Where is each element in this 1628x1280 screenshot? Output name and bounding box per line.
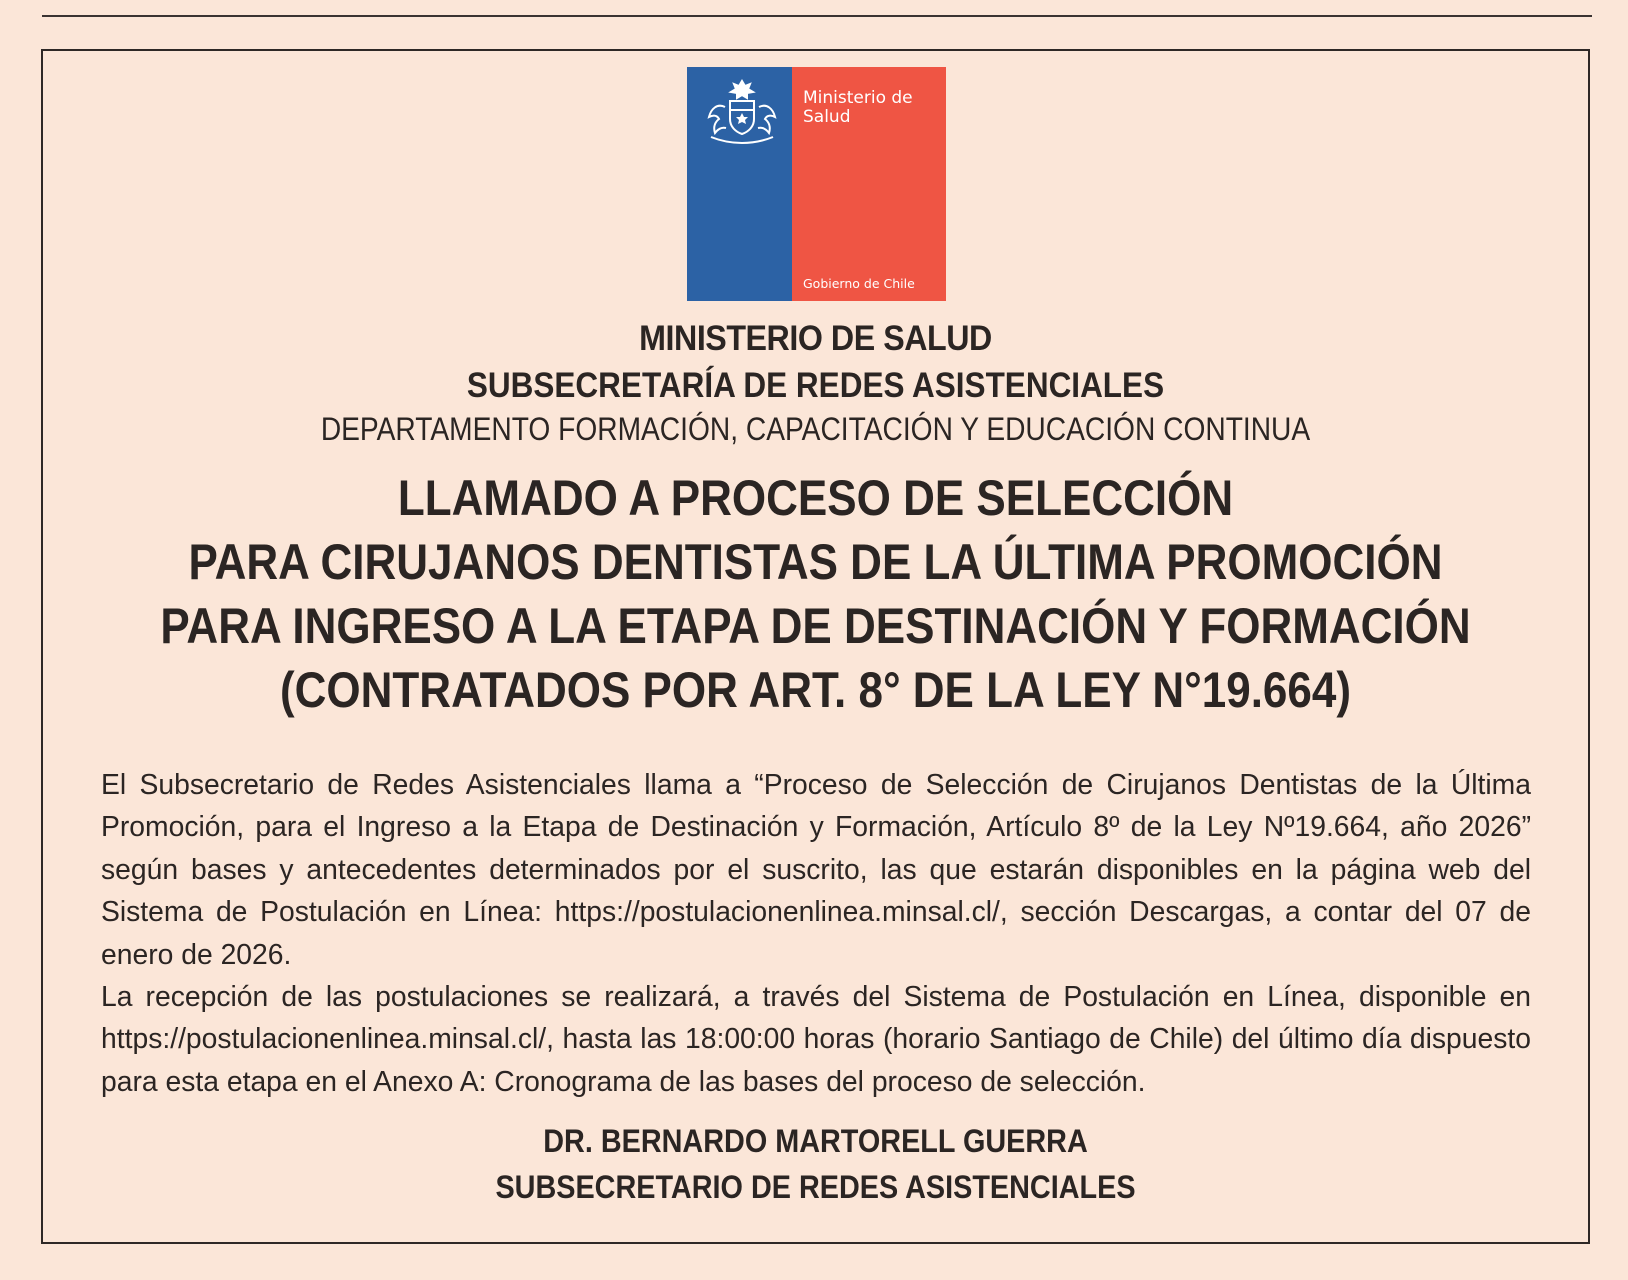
logo-ministry-text: Ministerio de Salud — [803, 88, 913, 127]
subsecretariat-heading: SUBSECRETARÍA DE REDES ASISTENCIALES — [466, 366, 1165, 405]
title-line-3: PARA INGRESO A LA ETAPA DE DESTINACIÓN Y FORMACIÓN — [160, 598, 1471, 654]
ministry-heading: MINISTERIO DE SALUD — [639, 319, 992, 358]
title-line-4: (CONTRATADOS POR ART. 8° DE LA LEY N°19.664) — [280, 662, 1351, 718]
signer-name: DR. BERNARDO MARTORELL GUERRA — [543, 1123, 1088, 1159]
body-paragraph-2: La recepción de las postulaciones se realizará, a través del Sistema de Postulación en Línea, disponible en https://postulacionenlinea.minsal.cl/, hasta las 18:00:00 horas (horario Santiago de Chile) del último día dispuesto para esta etapa en el Anexo A: Cronograma de las bases del proceso de selección. — [101, 980, 1531, 1097]
signer-position: SUBSECRETARIO DE REDES ASISTENCIALES — [495, 1169, 1136, 1205]
ministry-logo — [687, 67, 946, 301]
logo-red-panel — [792, 67, 946, 301]
chile-coat-of-arms-icon — [701, 77, 783, 147]
department-heading: DEPARTAMENTO FORMACIÓN, CAPACITACIÓN Y EDUCACIÓN CONTINUA — [320, 411, 1311, 447]
logo-government-text: Gobierno de Chile — [803, 276, 915, 291]
notice-body — [101, 763, 1531, 1102]
notice-box — [41, 49, 1590, 1244]
title-line-1: LLAMADO A PROCESO DE SELECCIÓN — [397, 470, 1234, 526]
logo-blue-panel — [687, 67, 792, 301]
body-paragraph-1: El Subsecretario de Redes Asistenciales llama a “Proceso de Selección de Cirujanos Dentistas de la Última Promoción, para el Ingreso a la Etapa de Destinación y Formación, Artículo 8º de la Ley Nº19.664, año 2026” según bases y antecedentes determinados por el suscrito, las que estarán disponibles en la página web del Sistema de Postulación en Línea: https://postulacionenlinea.minsal.cl/, sección Descargas, a contar del 07 de enero de 2026. — [101, 768, 1531, 970]
top-divider — [42, 15, 1592, 17]
title-line-2: PARA CIRUJANOS DENTISTAS DE LA ÚLTIMA PROMOCIÓN — [188, 534, 1443, 590]
